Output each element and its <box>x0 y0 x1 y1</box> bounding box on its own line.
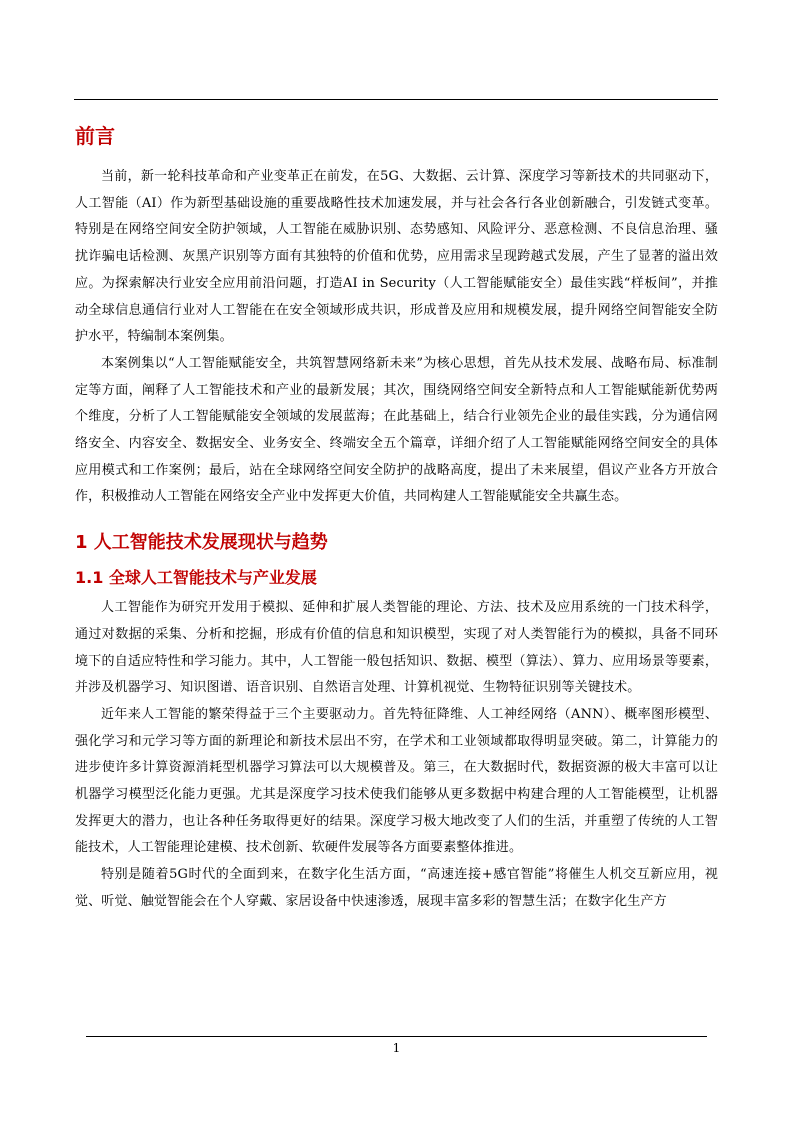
section-1-1-paragraph-1: 人工智能作为研究开发用于模拟、延伸和扩展人类智能的理论、方法、技术及应用系统的一门技术科学，通过对数据的采集、分析和挖掘，形成有价值的信息和知识模型，实现了对人类智能行为的模拟，具备不同环境下的自适应特性和学习能力。其中，人工智能一般包括知识、数据、模型（算法）、算力、应用场景等要素，并涉及机器学习、知识图谱、语音识别、自然语言处理、计算机视觉、生物特征识别等关键技术。 <box>75 600 718 696</box>
section-1-1-paragraph-3: 特别是随着5G时代的全面到来，在数字化生活方面，“高速连接+感官智能”将催生人机交互新应用，视觉、听觉、触觉智能会在个人穿戴、家居设备中快速渗透，展现丰富多彩的智慧生活；在数字化生产方 <box>75 867 718 909</box>
section-1-1-heading: 1.1 全球人工智能技术与产业发展 <box>75 568 317 588</box>
footer-rule <box>86 1036 707 1037</box>
header-rule <box>74 99 718 100</box>
preface-heading: 前言 <box>75 124 115 148</box>
page-body <box>75 118 718 916</box>
section-1-1-paragraph-2: 近年来人工智能的繁荣得益于三个主要驱动力。首先特征降维、人工神经网络（ANN）、概率图形模型、强化学习和元学习等方面的新理论和新技术层出不穷，在学术和工业领域都取得明显突破。第二，计算能力的进步使许多计算资源消耗型机器学习算法可以大规模普及。第三，在大数据时代，数据资源的极大丰富可以让机器学习模型泛化能力更强。尤其是深度学习技术使我们能够从更多数据中构建合理的人工智能模型，让机器发挥更大的潜力，也让各种任务取得更好的结果。深度学习极大地改变了人们的生活，并重塑了传统的人工智能技术，人工智能理论建模、技术创新、软硬件发展等各方面要素整体推进。 <box>75 706 718 856</box>
preface-paragraph-2: 本案例集以“人工智能赋能安全，共筑智慧网络新未来”为核心思想，首先从技术发展、战略布局、标准制定等方面，阐释了人工智能技术和产业的最新发展；其次，围绕网络空间安全新特点和人工智能赋能新优势两个维度，分析了人工智能赋能安全领域的发展蓝海；在此基础上，结合行业领先企业的最佳实践，分为通信网络安全、内容安全、数据安全、业务安全、终端安全五个篇章，详细介绍了人工智能赋能网络空间安全的具体应用模式和工作案例；最后，站在全球网络空间安全防护的战略高度，提出了未来展望，倡议产业各方开放合作，积极推动人工智能在网络安全产业中发挥更大价值，共同构建人工智能赋能安全共赢生态。 <box>75 355 718 505</box>
preface-paragraph-1: 当前，新一轮科技革命和产业变革正在前发，在5G、大数据、云计算、深度学习等新技术的共同驱动下，人工智能（AI）作为新型基础设施的重要战略性技术加速发展，并与社会各行各业创新融合，引发链式变革。特别是在网络空间安全防护领域，人工智能在威胁识别、态势感知、风险评分、恶意检测、不良信息治理、骚扰诈骗电话检测、灰黑产识别等方面有其独特的价值和优势，应用需求呈现跨越式发展，产生了显著的溢出效应。为探索解决行业安全应用前沿问题，打造AI in Security（人工智能赋能安全）最佳实践“样板间”，并推动全球信息通信行业对人工智能在在安全领域形成共识，形成普及应用和规模发展，提升网络空间智能安全防护水平，特编制本案例集。 <box>75 169 718 345</box>
page-number: 1 <box>392 1041 401 1055</box>
section-1-heading: 1 人工智能技术发展现状与趋势 <box>75 532 328 554</box>
